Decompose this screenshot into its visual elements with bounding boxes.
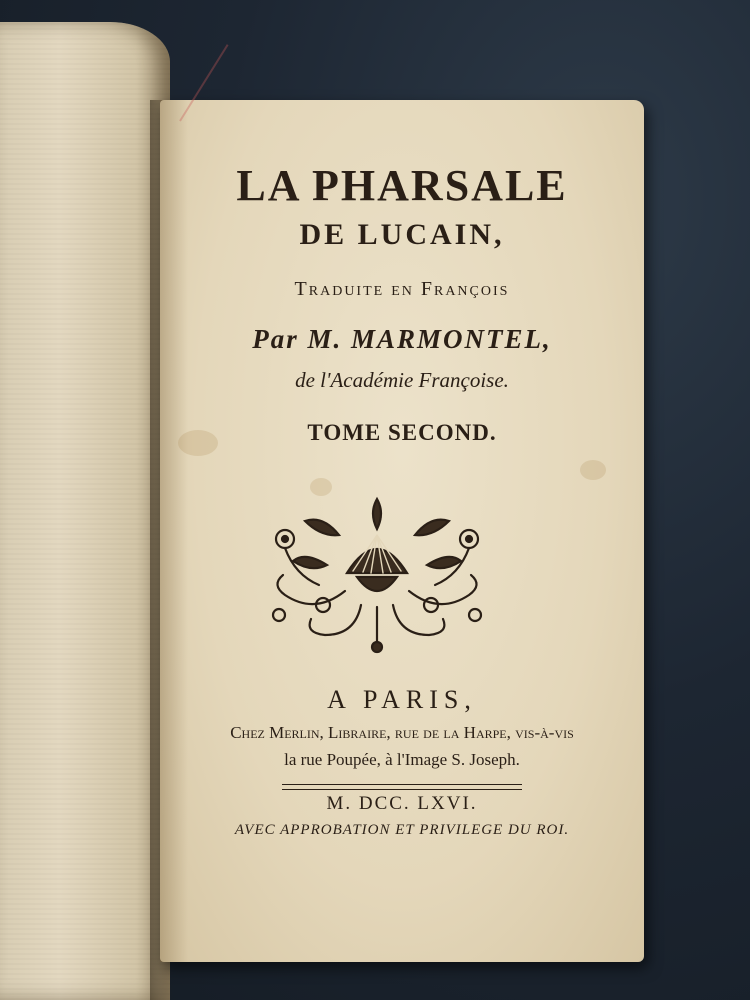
translator-affiliation: de l'Académie Françoise.	[295, 368, 509, 392]
translation-note: Traduite en François	[294, 278, 510, 300]
publication-year: M. DCC. LXVI.	[326, 793, 478, 814]
volume-label: TOME SECOND.	[307, 420, 497, 445]
title-page	[160, 100, 644, 962]
royal-privilege-note: AVEC APPROBATION ET PRIVILEGE DU ROI.	[234, 822, 570, 838]
foxing-stain	[310, 478, 332, 496]
publisher-line-1: Chez Merlin, Libraire, rue de la Harpe, vis-à-vis	[230, 723, 574, 742]
foxing-stain	[580, 460, 606, 480]
publisher-line-2: la rue Poupée, à l'Image S. Joseph.	[284, 750, 520, 769]
translator-name: Par M. MARMONTEL,	[252, 324, 552, 354]
facing-blank-page	[0, 22, 170, 1000]
book-title: LA PHARSALE	[236, 161, 568, 210]
floral-shell-ornament-icon	[265, 495, 489, 655]
book-subtitle: DE LUCAIN,	[299, 218, 505, 251]
imprint-city: A PARIS,	[327, 685, 477, 714]
double-rule-divider	[282, 784, 522, 790]
